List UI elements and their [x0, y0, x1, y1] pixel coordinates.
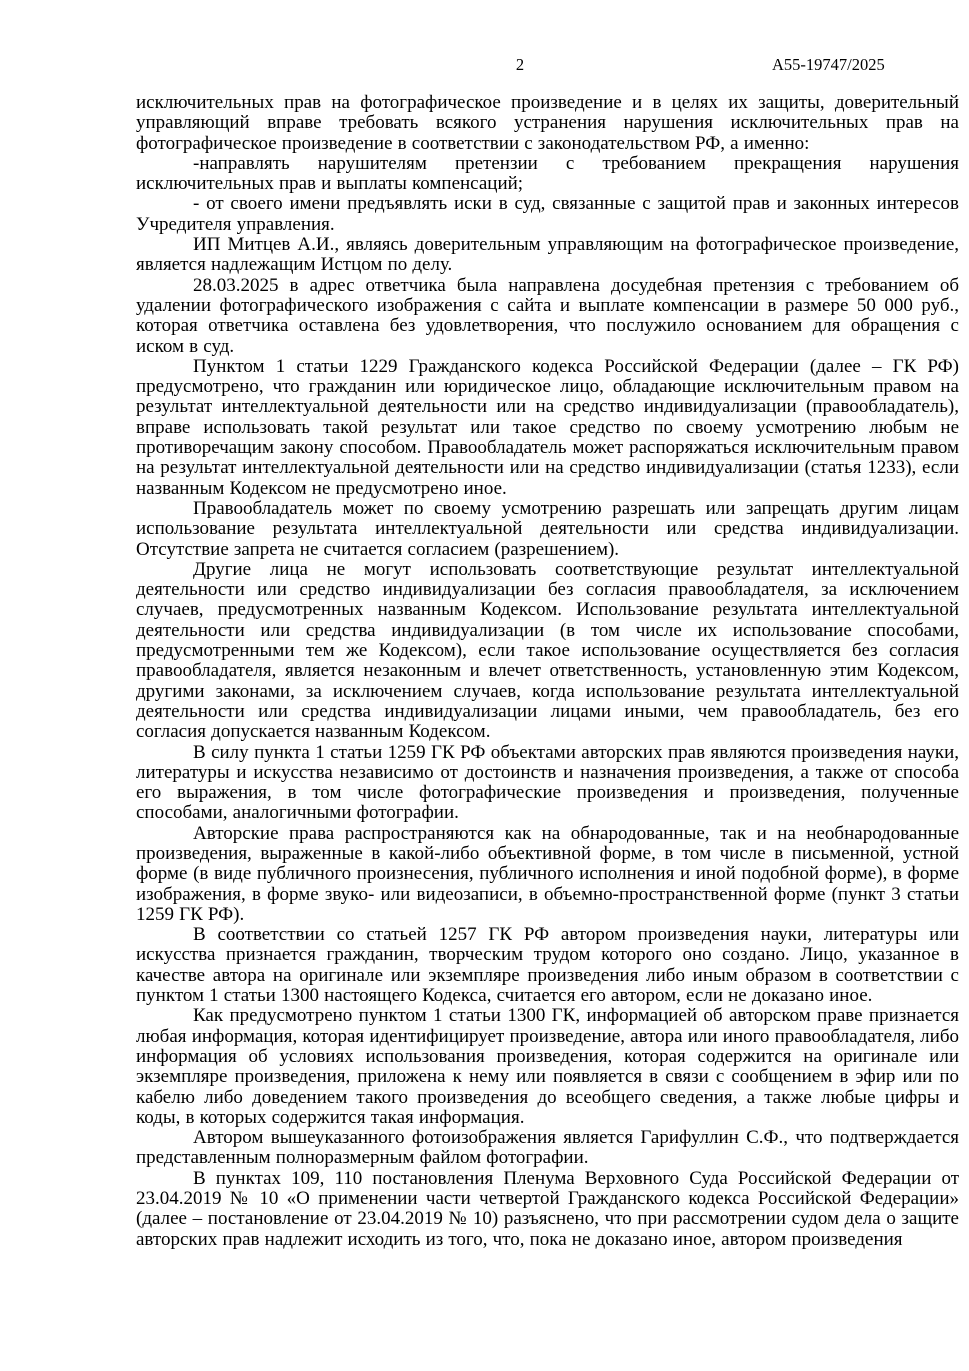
paragraph: В пунктах 109, 110 постановления Пленума Верховного Суда Российской Федерации от 23.04.2019 № 10 «О применении части четвертой Гражданского кодекса Российской Федерации» (далее – постановление от 23.04.2019 № 10) разъяснено, что при рассмотрении судом дела о защите авторских прав надлежит исходить из того, что, пока не доказано иное, автором произведения — [136, 1167, 959, 1250]
paragraph: 28.03.2025 в адрес ответчика была направлена досудебная претензия с требованием об удалении фотографического изображения с сайта и выплате компенсации в размере 50 000 руб., которая ответчика оставлена без удовлетворения, что послужило основанием для обращения с иском в суд. — [136, 274, 959, 357]
document-body — [136, 93, 959, 1250]
case-number: А55-19747/2025 — [772, 55, 885, 74]
paragraph: Автором вышеуказанного фотоизображения является Гарифуллин С.Ф., что подтверждается представленным полноразмерным файлом фотографии. — [136, 1127, 959, 1169]
page-header — [136, 55, 959, 75]
paragraph: Пунктом 1 статьи 1229 Гражданского кодекса Российской Федерации (далее – ГК РФ) предусмотрено, что гражданин или юридическое лицо, обладающие исключительным правом на результат интеллектуальной деятельности или на средство индивидуализации (правообладатель), вправе использовать такой результат или такое средство по своему усмотрению любым не противоречащим закону способом. Правообладатель может распоряжаться исключительным правом на результат интеллектуальной деятельности или на средство индивидуализации (статья 1233), если названным Кодексом не предусмотрено иное. — [136, 355, 959, 499]
paragraph: Как предусмотрено пунктом 1 статьи 1300 ГК, информацией об авторском праве признается любая информация, которая идентифицирует произведение, автора или иного правообладателя, либо информация об условиях использования произведения, которая содержится на оригинале или экземпляре произведения, приложена к нему или появляется в связи с сообщением в эфир или по кабелю либо доведением такого произведения до всеобщего сведения, а также любые цифры и коды, в которых содержится такая информация. — [136, 1005, 959, 1128]
page-number: 2 — [515, 55, 525, 74]
paragraph: Правообладатель может по своему усмотрению разрешать или запрещать другим лицам использование результата интеллектуальной деятельности или средства индивидуализации. Отсутствие запрета не считается согласием (разрешением). — [136, 497, 959, 560]
paragraph: - от своего имени предъявлять иски в суд, связанные с защитой прав и законных интересов Учредителя управления. — [136, 193, 959, 235]
paragraph: -направлять нарушителям претензии с требованием прекращения нарушения исключительных прав и выплаты компенсаций; — [136, 152, 959, 195]
paragraph: Другие лица не могут использовать соответствующие результат интеллектуальной деятельности или средство индивидуализации без согласия правообладателя, за исключением случаев, предусмотренных названным Кодексом. Использование результата интеллектуальной деятельности или средства индивидуализации (в том числе их использование способами, предусмотренными тем же Кодексом), если такое использование осуществляется без согласия правообладателя, является незаконным и влечет ответственность, установленную этим Кодексом, другими законами, за исключением случаев, когда использование результата интеллектуальной деятельности или средства индивидуализации лицами иными, чем правообладатель, без его согласия допускается названным Кодексом. — [136, 558, 959, 743]
paragraph: В силу пункта 1 статьи 1259 ГК РФ объектами авторских прав являются произведения науки, литературы и искусства независимо от достоинств и назначения произведения, а также от способа его выражения, в том числе фотографические произведения и произведения, полученные способами, аналогичными фотографии. — [136, 741, 959, 824]
paragraph: В соответствии со статьей 1257 ГК РФ автором произведения науки, литературы или искусства признается гражданин, творческим трудом которого оно создано. Лицо, указанное в качестве автора на оригинале или экземпляре произведения либо иным образом в соответствии с пунктом 1 статьи 1300 настоящего Кодекса, считается его автором, если не доказано иное. — [136, 924, 959, 1007]
paragraph: исключительных прав на фотографическое произведение и в целях их защиты, доверительный управляющий вправе требовать всякого устранения нарушения исключительных прав на фотографическое произведение в соответствии с законодательством РФ, а именно: — [136, 92, 959, 154]
paragraph: Авторские права распространяются как на обнародованные, так и на необнародованные произведения, выраженные в какой-либо объективной форме, в том числе в письменной, устной форме (в виде публичного произнесения, публичного исполнения и иной подобной форме), в форме изображения, в форме звуко- или видеозаписи, в объемно-пространственной форме (пункт 3 статьи 1259 ГК РФ). — [136, 822, 959, 925]
paragraph: ИП Митцев А.И., являясь доверительным управляющим на фотографическое произведение, является надлежащим Истцом по делу. — [136, 234, 959, 276]
